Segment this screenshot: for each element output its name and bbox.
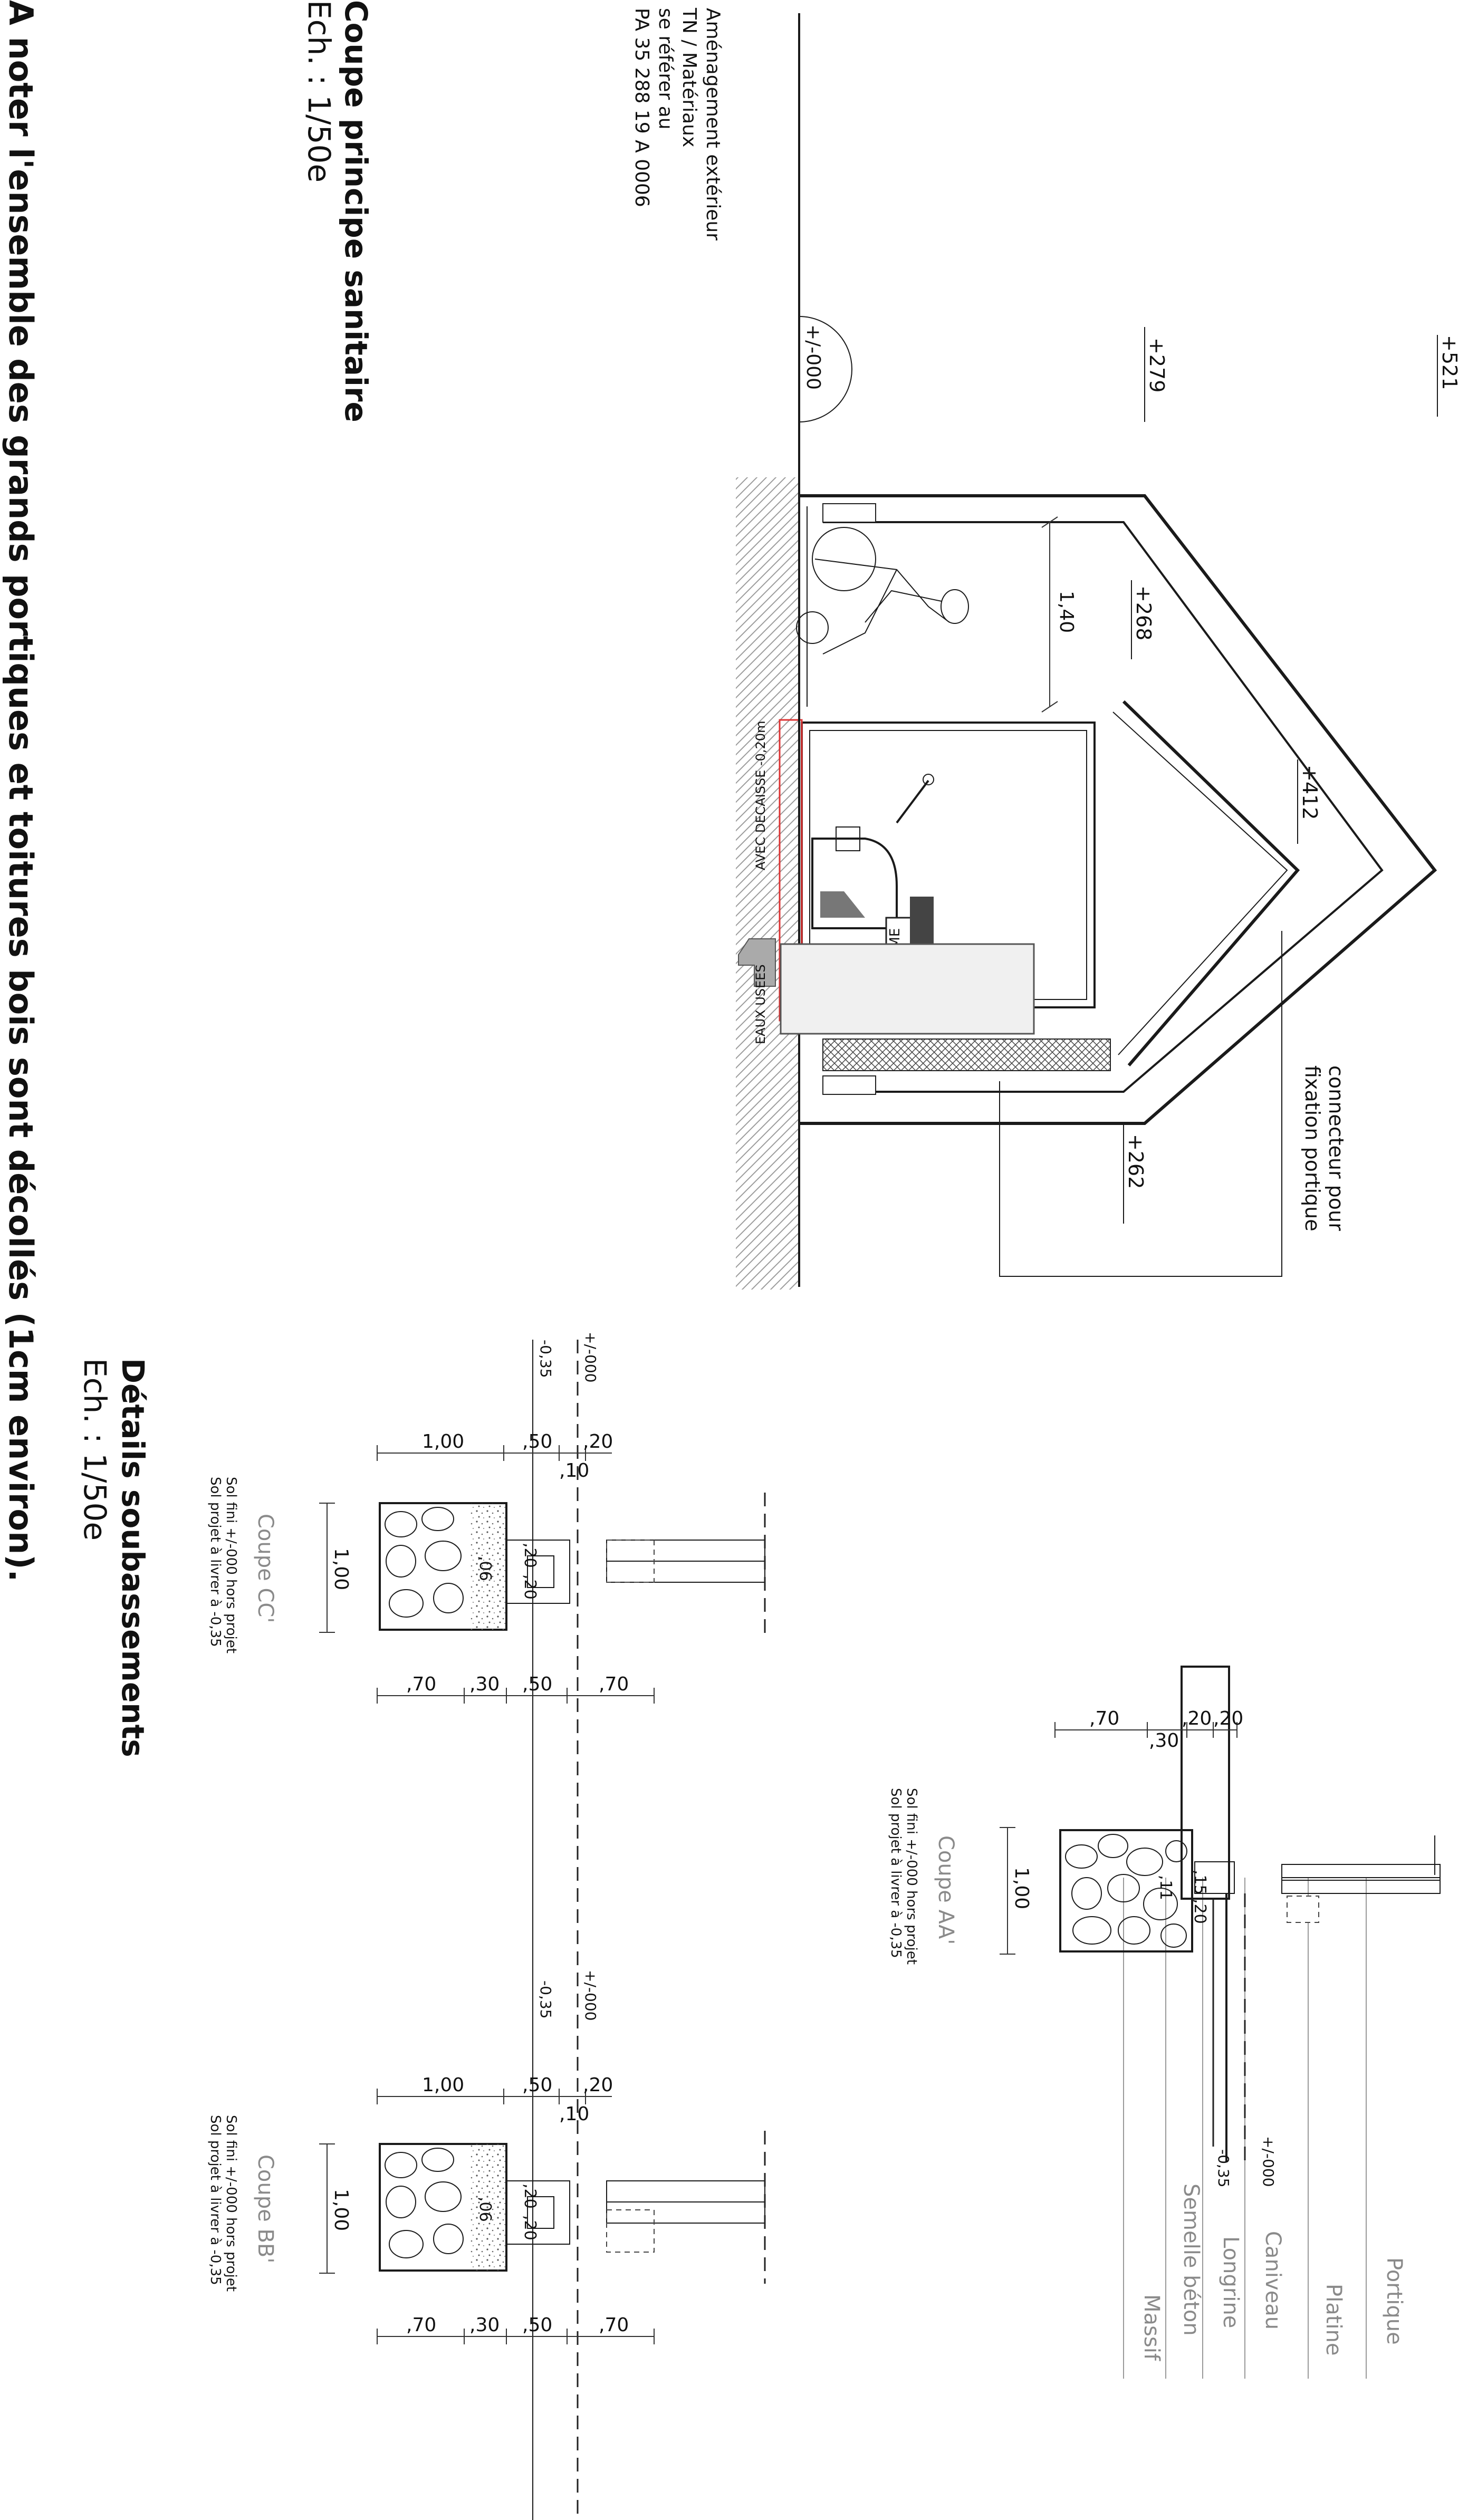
- bb-sol-line-2: Sol projet à livrer à -0,35: [207, 2115, 223, 2285]
- cc-bottom-30: ,30: [469, 1673, 500, 1695]
- cc-bottom-50: ,50: [522, 1673, 553, 1695]
- height-dimension: 1,40: [1056, 591, 1077, 633]
- cc-sol-line-2: Sol projet à livrer à -0,35: [207, 1477, 223, 1647]
- level-412: +412: [1298, 765, 1321, 820]
- section-scale: Ech. : 1/50e: [301, 0, 337, 183]
- bb-level-035: -0,35: [537, 1980, 554, 2019]
- connector-line-1: connecteur pour: [1325, 1065, 1348, 1231]
- detail-cc: [207, 1332, 765, 2520]
- wheelchair-user-figure: [797, 527, 968, 654]
- section-title: Coupe principe sanitaire: [338, 0, 374, 422]
- aa-inner-11: ,11: [1156, 1875, 1175, 1900]
- connector-callout: [1000, 931, 1348, 1276]
- aa-level-035: -0,35: [1215, 2149, 1232, 2188]
- legend-caniveau: Caniveau: [1261, 2231, 1285, 2330]
- aa-title: Coupe AA': [934, 1835, 958, 1945]
- cc-inner-06: ,06: [476, 1556, 494, 1581]
- exterior-note-line-2: TN / Matériaux: [678, 8, 700, 148]
- legend-longrine: Longrine: [1218, 2236, 1243, 2329]
- legend-massif: Massif: [1139, 2294, 1164, 2361]
- bb-dim-100: 1,00: [422, 2074, 465, 2096]
- bb-inner-20a: ,20: [521, 2184, 539, 2209]
- main-note: [2, 0, 40, 1582]
- level-262: +262: [1124, 1134, 1147, 1189]
- bb-sol-line-1: Sol fini +/-000 hors projet: [223, 2115, 239, 2292]
- aa-dim-30: ,30: [1149, 1730, 1179, 1752]
- exterior-note-line-4: PA 35 288 19 A 0006: [631, 8, 653, 207]
- cc-level-035: -0,35: [537, 1340, 554, 1378]
- aa-height: 1,00: [1011, 1867, 1032, 1910]
- section-title-block: [301, 0, 374, 422]
- datum-label: +/-000: [802, 324, 824, 390]
- exterior-note: [631, 7, 724, 241]
- detail-bb: [207, 1970, 765, 2520]
- aa-level-000: +/-000: [1260, 2136, 1277, 2187]
- bb-title: Coupe BB': [253, 2154, 277, 2264]
- details-scale: Ech. : 1/50e: [77, 1358, 113, 1541]
- cc-dim-20: ,20: [583, 1431, 613, 1453]
- exterior-note-line-3: se référer au: [655, 8, 676, 130]
- bb-inner-06: ,06: [476, 2197, 494, 2222]
- legend-portique: Portique: [1382, 2257, 1406, 2345]
- bb-inner-20b: ,20: [521, 2215, 539, 2240]
- connector-line-2: fixation portique: [1301, 1065, 1324, 1232]
- bb-bottom-50: ,50: [522, 2314, 553, 2336]
- details-title: Détails soubassements: [115, 1358, 151, 1757]
- cc-dim-100: 1,00: [422, 1431, 465, 1453]
- cc-sol-line-1: Sol fini +/-000 hors projet: [223, 1477, 239, 1653]
- cc-bottom-70b: ,70: [599, 1673, 629, 1695]
- bb-bottom-70b: ,70: [599, 2314, 629, 2336]
- bb-dim-10: ,10: [559, 2103, 590, 2125]
- bb-height: 1,00: [330, 2189, 352, 2232]
- bb-dim-50: ,50: [522, 2074, 553, 2096]
- aa-inner-20: ,20: [1191, 1899, 1209, 1924]
- decaisse-label: AVEC DECAISSE -0,20m: [753, 720, 768, 870]
- level-268: +268: [1132, 585, 1155, 641]
- legend-semelle-beton: Semelle béton: [1179, 2184, 1203, 2336]
- exterior-note-line-1: Aménagement extérieur: [702, 8, 724, 241]
- datum-marker: [799, 316, 852, 422]
- cc-height: 1,00: [330, 1548, 352, 1591]
- aa-dim-70: ,70: [1089, 1708, 1120, 1729]
- cc-dim-50: ,50: [522, 1431, 553, 1453]
- level-521: +521: [1438, 335, 1461, 390]
- aa-dim-20a: ,20: [1182, 1708, 1212, 1729]
- bb-level-000: +/-000: [582, 1970, 599, 2021]
- bb-bottom-70a: ,70: [406, 2314, 437, 2336]
- main-section: [736, 13, 1461, 1290]
- aa-sol-line-2: Sol projet à livrer à -0,35: [888, 1788, 904, 1958]
- aa-inner-15: ,15: [1191, 1870, 1209, 1895]
- cc-dim-10: ,10: [559, 1460, 590, 1482]
- bb-bottom-30: ,30: [469, 2314, 500, 2336]
- details-title-block: [77, 1358, 151, 1757]
- cc-inner-20a: ,20: [521, 1543, 539, 1568]
- main-note-text: A noter l'ensemble des grands portiques et toitures bois sont décollés (1cm environ).: [2, 0, 40, 1582]
- cc-bottom-70a: ,70: [406, 1673, 437, 1695]
- eaux-usees-label: EAUX USEES: [753, 964, 768, 1044]
- aa-sol-line-1: Sol fini +/-000 hors projet: [904, 1788, 919, 1965]
- level-279: +279: [1145, 338, 1168, 393]
- cc-inner-20b: ,20: [521, 1574, 539, 1600]
- soil-hatch: [736, 477, 798, 1290]
- level-markers: [1124, 327, 1461, 1224]
- aa-dim-20b: ,20: [1213, 1708, 1244, 1729]
- cc-title: Coupe CC': [253, 1514, 277, 1623]
- legend-platine: Platine: [1321, 2284, 1346, 2356]
- cc-level-000: +/-000: [582, 1332, 599, 1383]
- detail-aa: [888, 1667, 1440, 2379]
- bb-dim-20: ,20: [583, 2074, 613, 2096]
